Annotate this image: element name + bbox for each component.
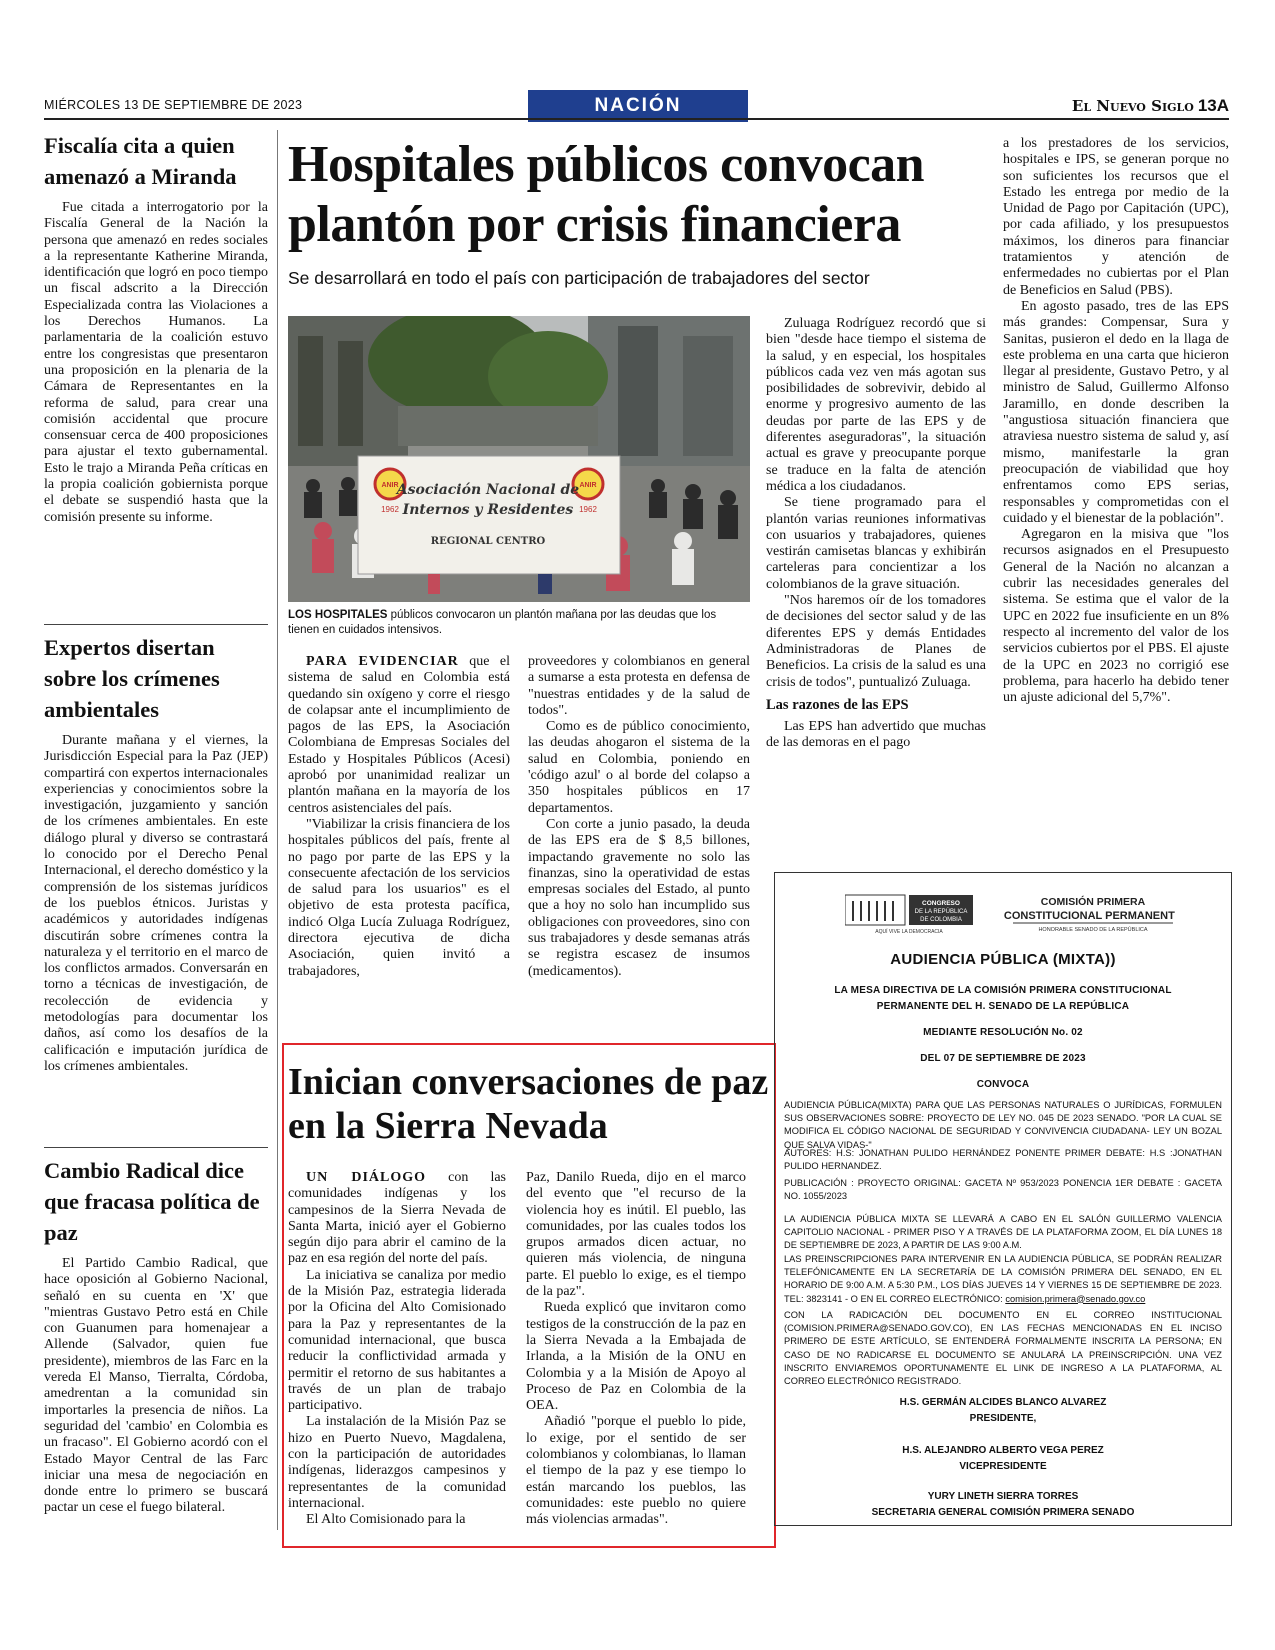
logo-left-line-2: DE LA REPÚBLICA xyxy=(914,909,968,915)
main-column-1 xyxy=(288,654,510,980)
brief-paragraph: Fue citada a interrogatorio por la Fiscalía General de la Nación la persona que amenazó en redes sociales a la representante Katherine Miranda, identificación que logró en poco tiempo un fiscal adscrito a la Dirección Especializada contra las Violaciones a los Derechos Humanos. La parlamentaria de la coalición estuvo entre los congresistas que presentaron una proposición en la plenaria de la Cámara de Representantes en la reforma de salud, para crear una comisión accidental que procure consensuar cerca de 400 proposiciones para ajustar el texto gubernamental. Esto le trajo a Miranda Peña críticas en la propia coalición gobiernista porque el debate se suspendió hasta que la comisión presente su informe. xyxy=(44,200,268,525)
paragraph: Agregaron en la misiva que "los recursos asignados en el Presupuesto General de la Nación no alcanzan a cubrir las necesidades generales del sistema. Se estima que el valor de la UPC en 2022 fue insuficiente en un 8% respecto al incremento del valor de los servicios cubiertos por el PBS. El ajuste de la UPC en 2023 no corrigió ese problema, para hacerlo ha debido tener un ajuste adicional del 5,7%". xyxy=(1003,527,1229,706)
banner-year-left: 1962 xyxy=(381,505,399,514)
brand-name: El Nuevo Siglo xyxy=(1071,97,1194,115)
paragraph: "Viabilizar la crisis financiera de los hospitales públicos del país, frente al no pago por parte de las EPS y la consecuente afectación de los servicios de salud para los usuarios" es el objetivo de esta protesta pacífica, indicó Olga Lucía Zuluaga Rodríguez, directora ejecutiva de dicha Asociación, quien invitó a trabajadores, xyxy=(288,816,510,979)
main-subtitle: Se desarrollará en todo el país con participación de trabajadores del sector xyxy=(288,268,870,288)
brief-3 xyxy=(44,1155,268,1517)
public-hearing-notice xyxy=(774,872,1232,1526)
brief-2 xyxy=(44,632,268,1075)
section-tab[interactable]: NACIÓN xyxy=(528,90,748,122)
capitol-logo-icon xyxy=(845,891,1175,937)
brief-paragraph: El Partido Cambio Radical, que hace oposición al Gobierno Nacional, señaló en su cuenta en 'X' que "mientras Gustavo Petro está en Chile con Guanumen para homenajear a Allende (Salvador, quien fue presidente), miembros de las Farc en la vereda El Manso, Tierralta, Córdoba, amedrentan a la comunidad sin importarles la presencia de niños. La seguridad del 'cambio' en Colombia es un fracaso". El Gobierno acordó con el Estado Mayor Central de las Farc iniciar una mesa de negociación en donde entre lo primero se buscará pactar un cese el fuego bilateral. xyxy=(44,1256,268,1516)
paragraph: Zuluaga Rodríguez recordó que si bien "desde hace tiempo el sistema de la salud, y en especial, los hospitales públicos cada vez ven más agotan sus posibilidades de sobrevivir, debido al enorme y progresivo aumento de las deudas por parte de las EPS y de diferentes aseguradoras", la situación actual es grave y preocupante porque se traduce en la falta de atención médica a los ciudadanos. xyxy=(766,316,986,494)
notice-logos xyxy=(845,891,1175,937)
lead-in: UN DIÁLOGO xyxy=(306,1170,427,1185)
notice-paragraph: AUDIENCIA PÚBLICA(MIXTA) PARA QUE LAS PERSONAS NATURALES O JURÍDICAS, FORMULEN SUS OBSERVACIONES SOBRE: PROYECTO DE LEY NO. 045 DE 2023 SENADO. "POR LA CUAL SE MODIFICA EL CÓDIGO NACIONAL DE SEGURIDAD Y CONVIVENCIA CIUDADANA- LEY UN BOZAL QUE SALVA VIDAS-" xyxy=(784,1100,1222,1150)
secondary-column-1 xyxy=(288,1170,506,1529)
banner-line-2: Internos y Residentes xyxy=(402,502,574,518)
signature-role: VICEPRESIDENTE xyxy=(959,1461,1047,1472)
page-number: 13A xyxy=(1197,96,1229,115)
paragraph: "Nos haremos oír de los tomadores de decisiones del sector salud y de las diferentes EPS y demás Entidades Administradoras de Planes de Beneficios. La crisis de la salud es una crisis de todos", puntualizó Zuluaga. xyxy=(766,593,986,690)
signature-role: PRESIDENTE, xyxy=(969,1413,1037,1424)
logo-left-line-1: CONGRESO xyxy=(922,900,960,907)
logo-right-line-1: COMISIÓN PRIMERA xyxy=(1040,896,1146,908)
section-subhead: Las razones de las EPS xyxy=(766,696,909,713)
brief-body xyxy=(44,733,268,1075)
notice-paragraph: CON LA RADICACIÓN DEL DOCUMENTO EN EL CORREO INSTITUCIONAL (COMISION.PRIMERA@SENADO.GOV.CO), EN LAS FECHAS MENCIONADAS EN EL INCISO PRIMERO DE ESTE ARTÍCULO, SE ENTENDERÁ FORMALMENTE INSCRITA LA PERSONA; EN CASO DE NO RADICARSE EL DOCUMENTO SE ANULARÁ LA PREINSCRIPCIÓN. UNA VEZ INSCRITO ENVIAREMOS OPORTUNAMENTE EL LINK DE INGRESO A LA PLATAFORMA, AL CORREO ELECTRÓNICO REGISTRADO. xyxy=(784,1310,1222,1387)
notice-title: AUDIENCIA PÚBLICA (MIXTA)) xyxy=(890,951,1116,968)
photo-caption xyxy=(288,608,750,638)
brief-1 xyxy=(44,130,268,526)
banner-line-1: Asociación Nacional de xyxy=(396,482,580,498)
notice-line: LA MESA DIRECTIVA DE LA COMISIÓN PRIMERA CONSTITUCIONAL xyxy=(834,985,1172,996)
logo-right-tagline: HONORABLE SENADO DE LA REPÚBLICA xyxy=(1038,927,1148,933)
paragraph: La instalación de la Misión Paz se hizo en Puerto Nuevo, Magdalena, con la participación de autoridades indígenas, liderazgos campesinos y representantes de la comunidad internacional. xyxy=(288,1414,506,1511)
logo-right-line-2: CONSTITUCIONAL PERMANENTE xyxy=(1003,910,1175,922)
notice-paragraph: AUTORES: H.S: JONATHAN PULIDO HERNÁNDEZ PONENTE PRIMER DEBATE: H.S :JONATHAN PULIDO HERNANDEZ. xyxy=(784,1148,1222,1172)
signature-name: YURY LINETH SIERRA TORRES xyxy=(927,1491,1079,1502)
notice-paragraph xyxy=(784,1253,1222,1306)
main-headline: Hospitales públicos convocan plantón por crisis financiera xyxy=(288,136,925,253)
brief-title: Cambio Radical dice que fracasa política de paz xyxy=(44,1158,260,1245)
brief-paragraph: Durante mañana y el viernes, la Jurisdicción Especial para la Paz (JEP) compartirá con expertos internacionales experiencias y conocimientos sobre la investigación, juzgamiento y sanción de los crímenes ambientales. En este diálogo plural y diverso se contrastará lo conocido por el Derecho Penal Internacional, el derecho doméstico y la comprensión de los sistemas jurídicos de los pueblos étnicos. Juristas y académicos y autoridades indígenas discutirán sobre crímenes contra la naturaleza y el territorio en el marco de los conflictos armados. Conversarán en torno a técnicas de investigación, de recolección de evidencia y metodologías para documentar los daños, así como los desafíos de la calificación e imputación jurídica de los crímenes ambientales. xyxy=(44,733,268,1074)
signature-name: H.S. ALEJANDRO ALBERTO VEGA PEREZ xyxy=(902,1445,1104,1456)
banner-logo-left: ANIR xyxy=(381,482,399,489)
paragraph: Con corte a junio pasado, la deuda de las EPS era de $ 8,5 billones, impactando gravemente no solo las finanzas, sino la operatividad de estas empresas sociales del Estado, al punto que a hoy no solo han incumplido sus obligaciones con proveedores, sino con sus trabajadores y desde semanas atrás se registra escasez de insumos (medicamentos). xyxy=(528,816,750,979)
main-column-3 xyxy=(766,316,986,752)
banner-year-right: 1962 xyxy=(579,505,597,514)
paragraph: con las comunidades indígenas y los campesinos de la Sierra Nevada de Santa Marta, inició ayer el Gobierno según dijo para abrir el camino de la paz en esa región del norte del país. xyxy=(288,1170,506,1267)
secondary-headline: Inician conversaciones de paz en la Sierra Nevada xyxy=(288,1061,769,1147)
paragraph: a los prestadores de los servicios, hospitales e IPS, se generan porque no son suficientes los recursos que el Estado les entrega por medio de la Unidad de Pago por Capitación (UPC), por cada afiliado, y los presupuestos máximos, los dineros para financiar tratamientos y atención de enfermedades no cubiertas por el Plan de Beneficios en Salud (PBS). xyxy=(1003,136,1229,298)
logo-left-line-3: DE COLOMBIA xyxy=(920,917,962,923)
paragraph: Se tiene programado para el plantón varias reuniones informativas con usuarios y trabajadores, quienes vestirán camisetas blancas y exhibirán carteleras para concientizar a los colombianos de la grave situación. xyxy=(766,495,986,592)
paragraph: En agosto pasado, tres de las EPS más grandes: Compensar, Sura y Sanitas, pusieron el dedo en la llaga de este problema en una carta que hicieron llegar al presidente, Gustavo Petro, y al ministro de Salud, Guillermo Alfonso Jaramillo, en donde describen la "angustiosa situación financiera que atraviesa nuestro sistema de salud y, así mismo, manifestarle la gran preocupación de viabilidad que hoy enfrentamos como EPS serias, responsables y comprometidas con el cuidado y el bienestar de la población". xyxy=(1003,298,1229,526)
paragraph: Como es de público conocimiento, las deudas ahogaron el sistema de la salud en Colombia, poniendo en 'código azul' o al borde del colapso a 350 hospitales públicos en 17 departamentos. xyxy=(528,719,750,816)
banner-logo-right: ANIR xyxy=(579,482,597,489)
caption-text: públicos convocaron un plantón mañana por las deudas que los tienen en cuidados intensivos. xyxy=(288,609,717,636)
paragraph: Paz, Danilo Rueda, dijo en el marco del evento que "el recurso de la violencia hoy es inútil. El pueblo, las comunidades, por las cuales todos los grupos armados dicen actuar, no quieren más violencia, de ninguna parte. El pueblo lo exige, es el tiempo de la paz". xyxy=(526,1170,746,1300)
lead-in: PARA EVIDENCIAR xyxy=(306,654,459,669)
protest-photo-illustration xyxy=(288,316,750,602)
main-column-2 xyxy=(528,654,750,980)
signature-name: H.S. GERMÁN ALCIDES BLANCO ALVAREZ xyxy=(899,1397,1107,1408)
paragraph: Añadió "porque el pueblo lo pide, lo exige, por el sentido de ser colombianos y colombianas, lo llaman el tiempo de la paz y ese tiempo lo están marcando los pueblos, las comunidades: este pueblo no quiere más violencias armadas". xyxy=(526,1414,746,1528)
notice-paragraph: LA AUDIENCIA PÚBLICA MIXTA SE LLEVARÁ A CABO EN EL SALÓN GUILLERMO VALENCIA CAPITOLIO NACIONAL - PRIMER PISO Y A TRAVÉS DE LA PLATAFORMA ZOOM, EL DÍA LUNES 18 DE SEPTIEMBRE DE 2023, A PARTIR DE LAS 9:00 A.M. xyxy=(784,1214,1222,1251)
protest-photo xyxy=(288,316,750,602)
brief-body xyxy=(44,200,268,526)
brief-title: Expertos disertan sobre los crímenes ambientales xyxy=(44,635,220,722)
logo-left-tagline: AQUÍ VIVE LA DEMOCRACIA xyxy=(875,929,943,935)
notice-resolution: MEDIANTE RESOLUCIÓN No. 02 xyxy=(923,1027,1083,1038)
column-rule xyxy=(277,130,278,1530)
notice-email-link[interactable]: comision.primera@senado.gov.co xyxy=(1005,1293,1146,1304)
paragraph: La iniciativa se canaliza por medio de la Misión Paz, estrategia liderada por la Oficina del Alto Comisionado para la Paz y representantes de la comunidad internacional, que busca reducir la conflictividad armada y permitir el retorno de sus habitantes a través de un plan de trabajo participativo. xyxy=(288,1267,506,1414)
newspaper-brand xyxy=(1072,96,1229,116)
paragraph: que el sistema de salud en Colombia está quedando sin oxígeno y corre el riesgo de colapsar ante el incumplimiento de pagos de las EPS, la Asociación Colombiana de Empresas Sociales del Estado y Hospitales Públicos (Acesi) aprobó por unanimidad realizar un plantón mañana en la mayoría de los centros asistenciales del país. xyxy=(288,654,510,816)
page-date: MIÉRCOLES 13 DE SEPTIEMBRE DE 2023 xyxy=(44,98,303,112)
banner-line-3: REGIONAL CENTRO xyxy=(430,536,546,547)
main-column-4 xyxy=(1003,136,1229,706)
paragraph: El Alto Comisionado para la xyxy=(306,1512,466,1528)
signature-role: SECRETARIA GENERAL COMISIÓN PRIMERA SENADO xyxy=(871,1507,1135,1518)
caption-lead: LOS HOSPITALES xyxy=(288,609,388,621)
brief-divider xyxy=(44,624,268,625)
brief-body xyxy=(44,1256,268,1517)
notice-paragraph: PUBLICACIÓN : PROYECTO ORIGINAL: GACETA Nº 953/2023 PONENCIA 1ER DEBATE : GACETA NO. 1055/2023 xyxy=(784,1178,1222,1202)
paragraph: Rueda explicó que invitaron como testigos de la construcción de la paz en la Sierra Nevada a la Embajada de Irlanda, a la Misión de la ONU en Colombia y a la Misión de Apoyo al Proceso de Paz en Colombia de la OEA. xyxy=(526,1300,746,1414)
notice-registration-text: LAS PREINSCRIPCIONES PARA INTERVENIR EN LA AUDIENCIA PÚBLICA, SE PODRÁN REALIZAR TELEFÓNICAMENTE EN LA SECRETARÍA DE LA COMISIÓN PRIMERA DEL SENADO, EN EL HORARIO DE 9:00 A.M. A 5:30 P.M., LOS DÍAS JUEVES 14 Y VIERNES 15 DE SEPTIEMBRE DE 2023. TEL: 3823141 - O EN EL CORREO ELECTRÓNICO: xyxy=(784,1254,1222,1304)
paragraph: proveedores y colombianos en general a sumarse a esta protesta en defensa de "nuestras entidades y de la salud de todos". xyxy=(528,654,750,718)
brief-divider xyxy=(44,1147,268,1148)
notice-convoca: CONVOCA xyxy=(976,1079,1030,1090)
notice-line: PERMANENTE DEL H. SENADO DE LA REPÚBLICA xyxy=(876,1001,1130,1012)
secondary-column-2 xyxy=(526,1170,746,1529)
brief-title: Fiscalía cita a quien amenazó a Miranda xyxy=(44,133,237,189)
paragraph: Las EPS han advertido que muchas de las demoras en el pago xyxy=(766,719,986,751)
header-rule xyxy=(44,118,1229,120)
notice-date: DEL 07 DE SEPTIEMBRE DE 2023 xyxy=(920,1053,1086,1064)
